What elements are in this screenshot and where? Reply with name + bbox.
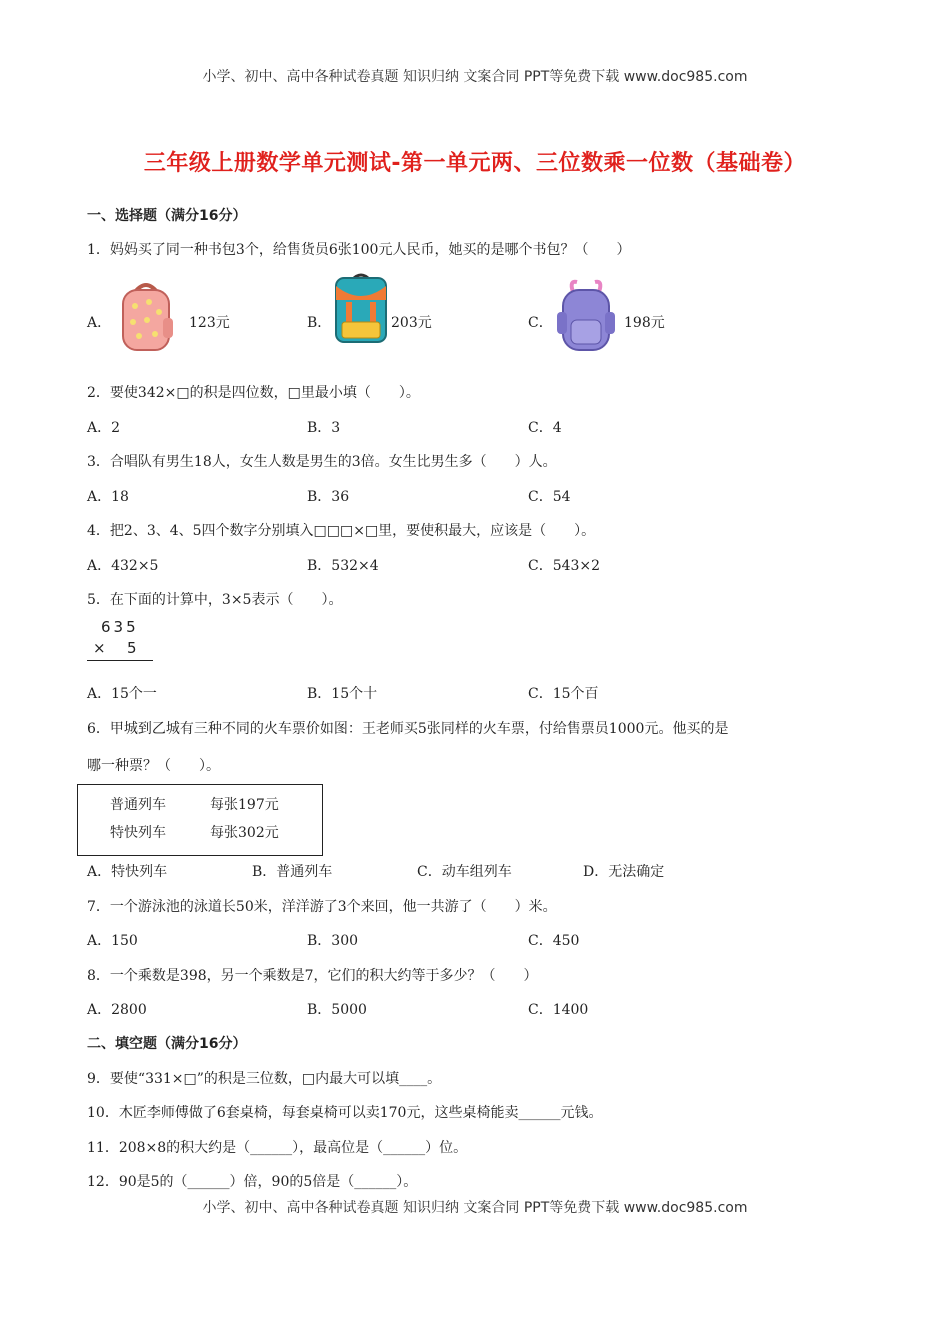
page-title: 三年级上册数学单元测试-第一单元两、三位数乘一位数（基础卷） <box>143 151 807 176</box>
footer-watermark: 小学、初中、高中各种试卷真题 知识归纳 文案合同 PPT等免费下载 www.doc985.com <box>202 1200 748 1216</box>
ticket-price-table <box>77 784 323 856</box>
question-2-options <box>87 417 867 437</box>
option-b: B．5000 <box>307 1002 367 1018</box>
ticket-row <box>110 794 279 814</box>
question-6-line-2: 哪一种票？（ ）。 <box>87 758 220 774</box>
option-b: B．普通列车 <box>252 864 333 880</box>
option-a: A．2800 <box>87 1002 147 1018</box>
question-4-options <box>87 555 867 575</box>
question-2: 2．要使342×□的积是四位数，□里最小填（ ）。 <box>87 385 420 401</box>
option-c: C．动车组列车 <box>417 864 512 880</box>
question-5: 5．在下面的计算中，3×5表示（ ）。 <box>87 592 343 608</box>
option-b-label: B． <box>307 315 332 331</box>
option-a: A．432×5 <box>87 558 159 574</box>
purple-backpack-image <box>555 278 617 354</box>
option-a-price: 123元 <box>189 315 230 331</box>
option-a: A．15个一 <box>87 686 157 702</box>
option-a: A．2 <box>87 420 121 436</box>
question-12: 12．90是5的（______）倍，90的5倍是（______）。 <box>87 1174 418 1190</box>
header-watermark: 小学、初中、高中各种试卷真题 知识归纳 文案合同 PPT等免费下载 www.doc985.com <box>202 69 748 85</box>
vertical-multiplication <box>87 618 157 664</box>
question-1: 1．妈妈买了同一种书包3个，给售货员6张100元人民币，她买的是哪个书包？（ ） <box>87 242 631 258</box>
calc-times-sign: × <box>93 639 106 657</box>
option-a: A．18 <box>87 489 129 505</box>
ticket-price: 每张197元 <box>210 797 279 813</box>
option-c: C．54 <box>528 489 571 505</box>
option-c-label: C． <box>528 315 553 331</box>
question-10: 10．木匠李师傅做了6套桌椅，每套桌椅可以卖170元，这些桌椅能卖______元钱。 <box>87 1105 603 1121</box>
question-11: 11．208×8的积大约是（______），最高位是（______）位。 <box>87 1140 468 1156</box>
option-b: B．532×4 <box>307 558 379 574</box>
option-c: C．450 <box>528 933 580 949</box>
question-6-line-1: 6．甲城到乙城有三种不同的火车票价如图：王老师买5张同样的火车票，付给售票员1000元。他买的是 <box>87 721 729 737</box>
option-a: A．150 <box>87 933 138 949</box>
option-b-price: 203元 <box>391 315 432 331</box>
question-8-options <box>87 999 867 1019</box>
question-3-options <box>87 486 867 506</box>
option-b: B．15个十 <box>307 686 378 702</box>
option-b: B．300 <box>307 933 359 949</box>
option-c-price: 198元 <box>624 315 665 331</box>
option-b: B．36 <box>307 489 350 505</box>
pink-backpack-image <box>115 280 177 356</box>
option-c: C．4 <box>528 420 562 436</box>
question-6-options <box>87 861 867 881</box>
question-7-options <box>87 930 867 950</box>
option-a: A．特快列车 <box>87 864 168 880</box>
calc-multiplicand: 635 <box>101 618 139 636</box>
section-heading-choice: 一、选择题（满分16分） <box>87 208 247 224</box>
calc-underline <box>87 660 153 661</box>
question-5-options <box>87 683 867 703</box>
calc-multiplier: 5 <box>127 639 137 657</box>
question-1-options <box>87 280 787 360</box>
question-4: 4．把2、3、4、5四个数字分别填入□□□×□里，要使积最大，应该是（ ）。 <box>87 523 596 539</box>
train-type: 特快列车 <box>110 825 166 841</box>
option-c: C．1400 <box>528 1002 589 1018</box>
question-3: 3．合唱队有男生18人，女生人数是男生的3倍。女生比男生多（ ）人。 <box>87 454 557 470</box>
question-9: 9．要使“331×□”的积是三位数，□内最大可以填____。 <box>87 1071 442 1087</box>
option-c: C．543×2 <box>528 558 601 574</box>
question-7: 7．一个游泳池的泳道长50米，洋洋游了3个来回，他一共游了（ ）米。 <box>87 899 557 915</box>
train-type: 普通列车 <box>110 797 166 813</box>
option-c: C．15个百 <box>528 686 599 702</box>
ticket-price: 每张302元 <box>210 825 279 841</box>
teal-backpack-image <box>332 270 390 346</box>
option-a-label: A． <box>87 315 112 331</box>
ticket-row <box>110 822 279 842</box>
question-8: 8．一个乘数是398，另一个乘数是7，它们的积大约等于多少？（ ） <box>87 968 538 984</box>
section-heading-fill: 二、填空题（满分16分） <box>87 1036 247 1052</box>
option-d: D．无法确定 <box>583 864 665 880</box>
option-b: B．3 <box>307 420 341 436</box>
